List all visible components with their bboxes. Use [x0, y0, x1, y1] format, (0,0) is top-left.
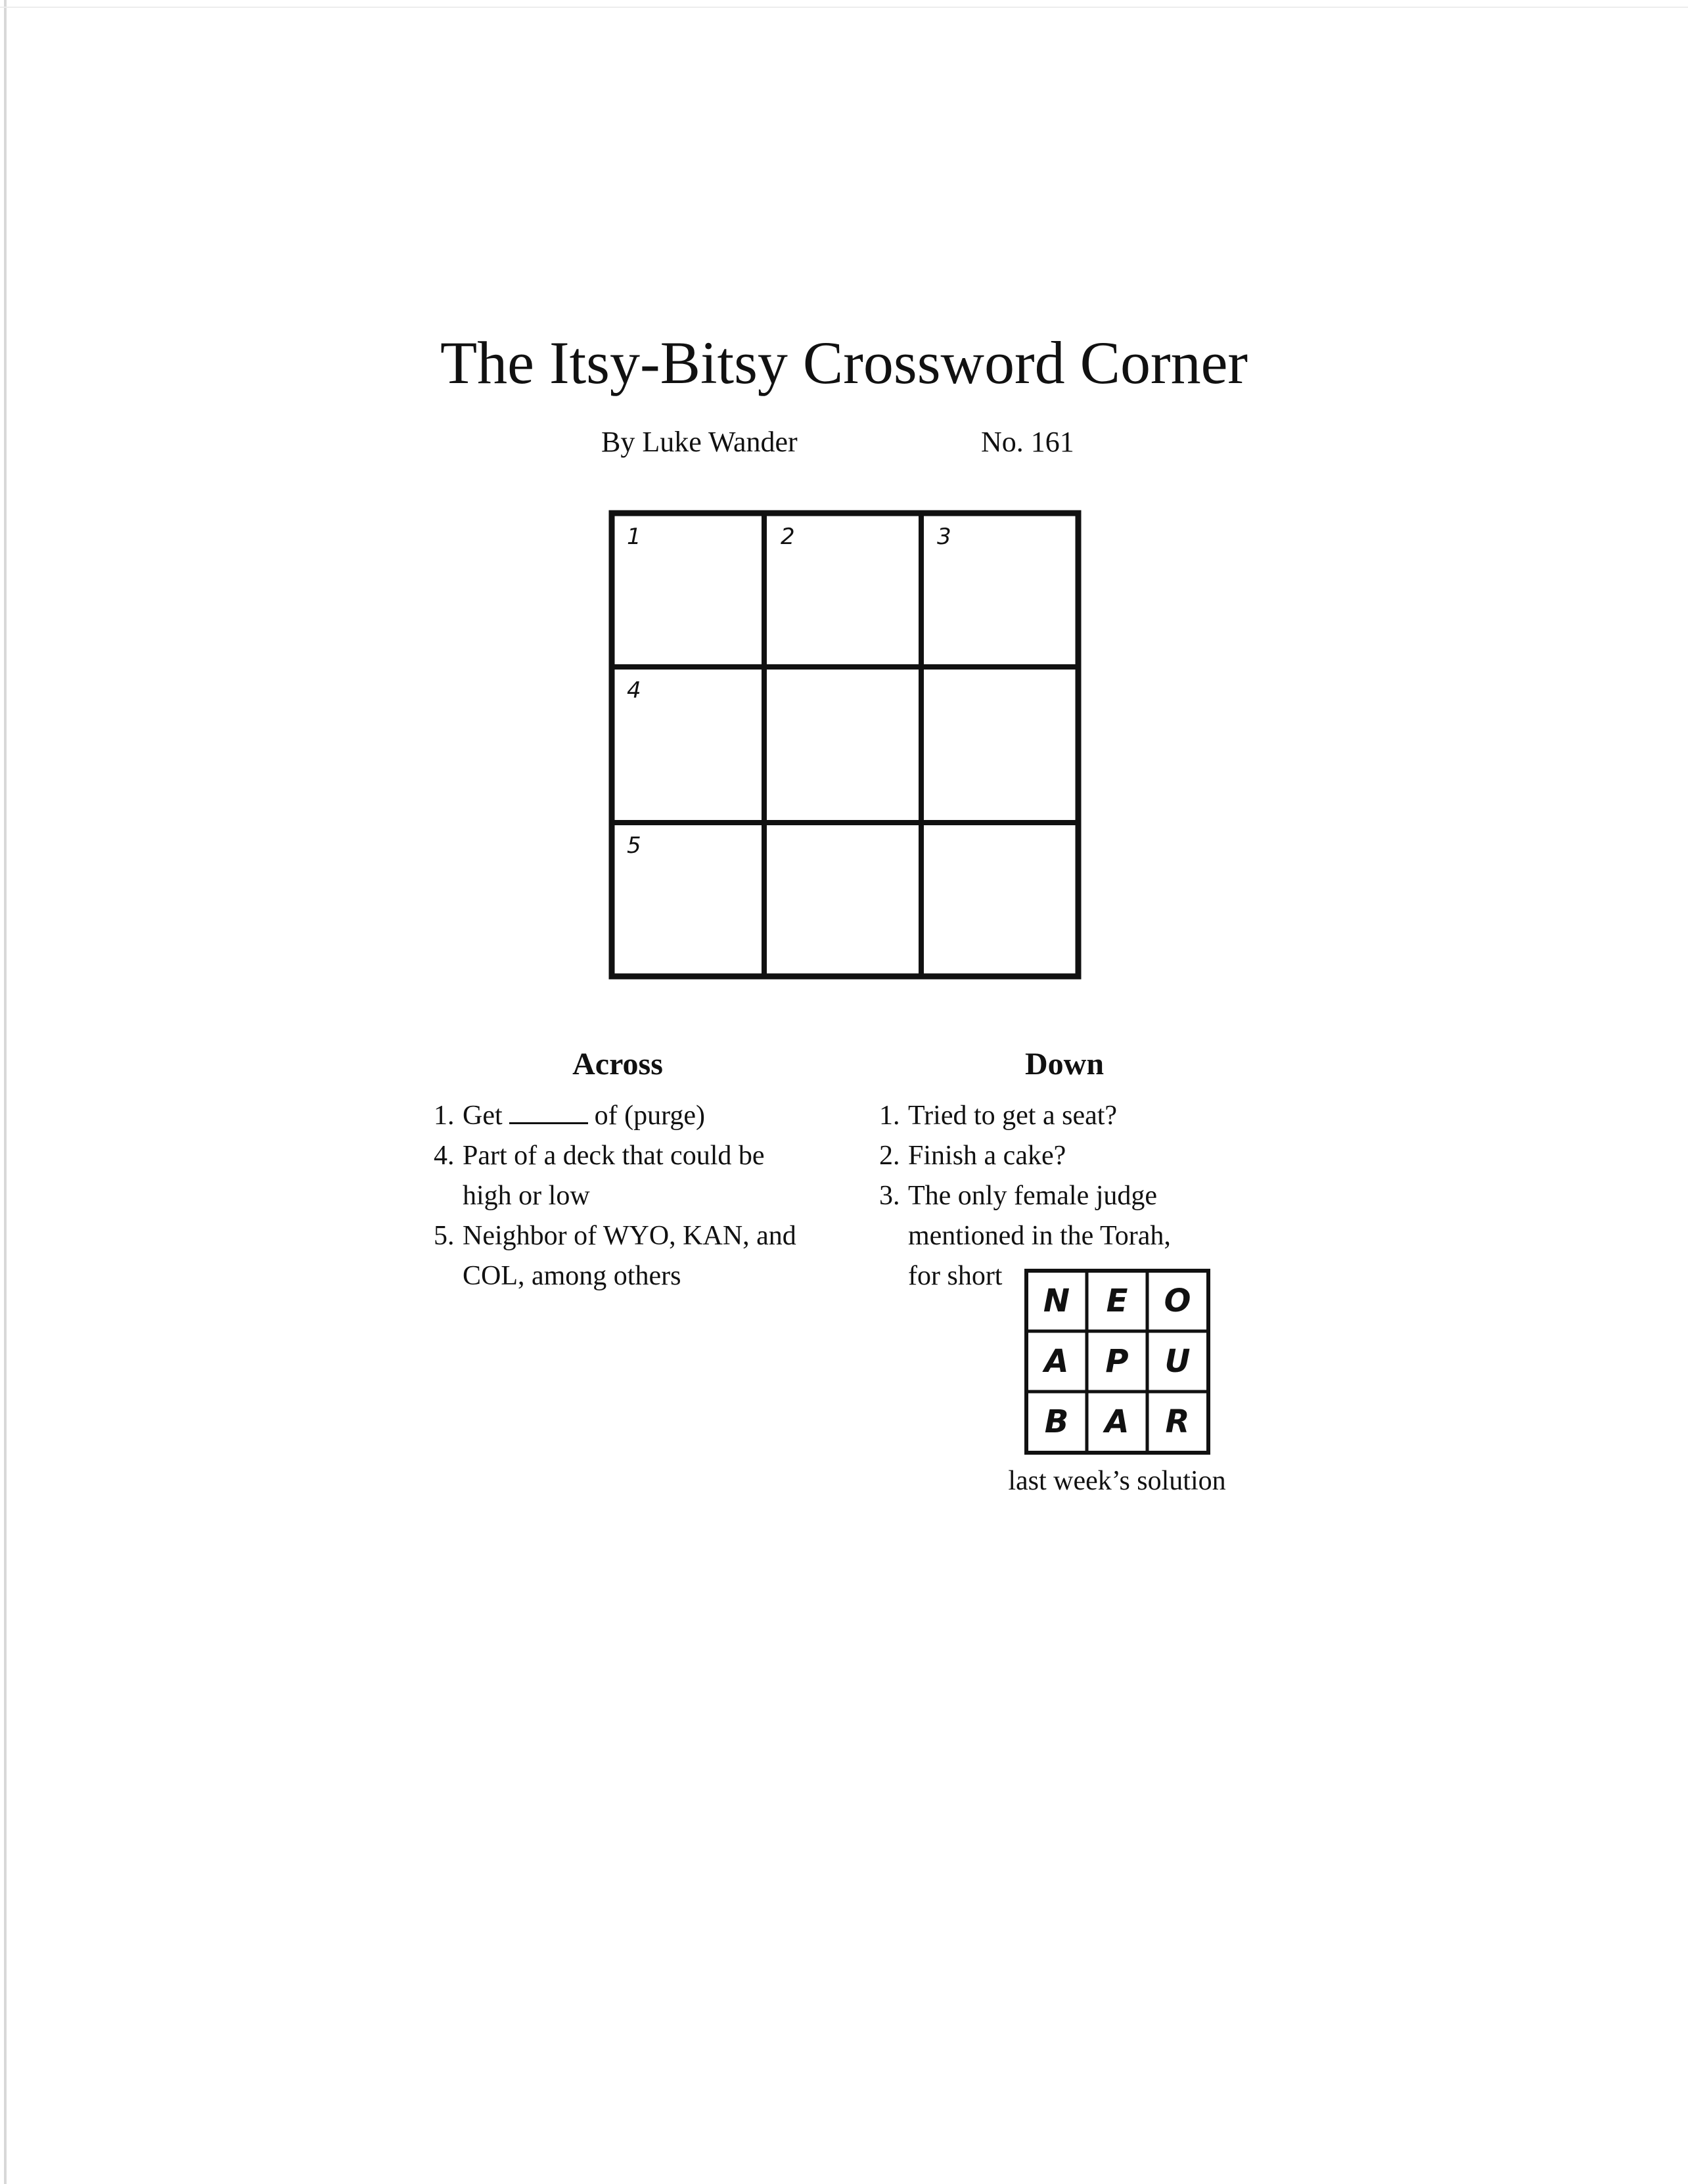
- solution-letter: E: [1106, 1283, 1128, 1319]
- grid-cell[interactable]: [924, 825, 1076, 974]
- cell-number: 5: [627, 832, 641, 859]
- down-clue-list: [879, 1096, 1247, 1296]
- cell-number: 4: [627, 677, 641, 704]
- author-byline: By Luke Wander: [601, 426, 798, 458]
- cell-number: 2: [781, 524, 795, 550]
- clue-number: 3.: [879, 1181, 900, 1211]
- crossword-grid: [608, 510, 1082, 980]
- clue-text-after-blank: of (purge): [594, 1101, 705, 1131]
- grid-cell[interactable]: [767, 825, 919, 974]
- clue-number: 2.: [879, 1141, 900, 1171]
- last-week-solution-grid: [1024, 1268, 1211, 1455]
- down-clue-2: [879, 1136, 1247, 1176]
- page-edge-top: [0, 7, 1688, 8]
- answer-blank: [509, 1100, 588, 1124]
- crossword-grid-svg: [608, 510, 1082, 980]
- cell-number: 3: [937, 524, 951, 550]
- solution-letter: A: [1044, 1343, 1069, 1380]
- down-clue-1: [879, 1096, 1247, 1136]
- across-clue-list: [434, 1096, 802, 1296]
- solution-letter: P: [1105, 1343, 1129, 1380]
- solution-letter: U: [1164, 1343, 1191, 1380]
- across-clue-4: [434, 1136, 802, 1216]
- solution-letter: B: [1044, 1403, 1069, 1440]
- across-clue-1: [434, 1096, 802, 1136]
- across-heading: Across: [572, 1047, 663, 1081]
- solution-caption: last week’s solution: [1008, 1466, 1226, 1496]
- grid-cell[interactable]: [767, 670, 919, 820]
- clue-number: 4.: [434, 1141, 455, 1171]
- solution-letter: O: [1164, 1283, 1191, 1319]
- clue-text: Finish a cake?: [908, 1141, 1066, 1171]
- clue-number: 5.: [434, 1221, 455, 1251]
- page-title: The Itsy-Bitsy Crossword Corner: [440, 329, 1248, 396]
- solution-letter: R: [1165, 1403, 1190, 1440]
- clue-number: 1.: [434, 1101, 455, 1131]
- solution-grid-svg: [1024, 1268, 1211, 1455]
- across-clue-5: [434, 1216, 802, 1296]
- clue-text-before-blank: Get: [463, 1101, 503, 1131]
- cell-number: 1: [627, 524, 641, 550]
- clue-number: 1.: [879, 1101, 900, 1131]
- clue-text: Part of a deck that could be high or low: [463, 1141, 765, 1211]
- clue-text: Neighbor of WYO, KAN, and COL, among others: [463, 1221, 796, 1291]
- clue-text: Tried to get a seat?: [908, 1101, 1118, 1131]
- grid-cell[interactable]: [924, 670, 1076, 820]
- clue-text: The only female judge mentioned in the Torah, for short: [908, 1181, 1171, 1291]
- solution-letter: N: [1043, 1283, 1070, 1319]
- puzzle-number: No. 161: [981, 426, 1074, 458]
- down-heading: Down: [1024, 1047, 1105, 1081]
- solution-letter: A: [1105, 1403, 1129, 1440]
